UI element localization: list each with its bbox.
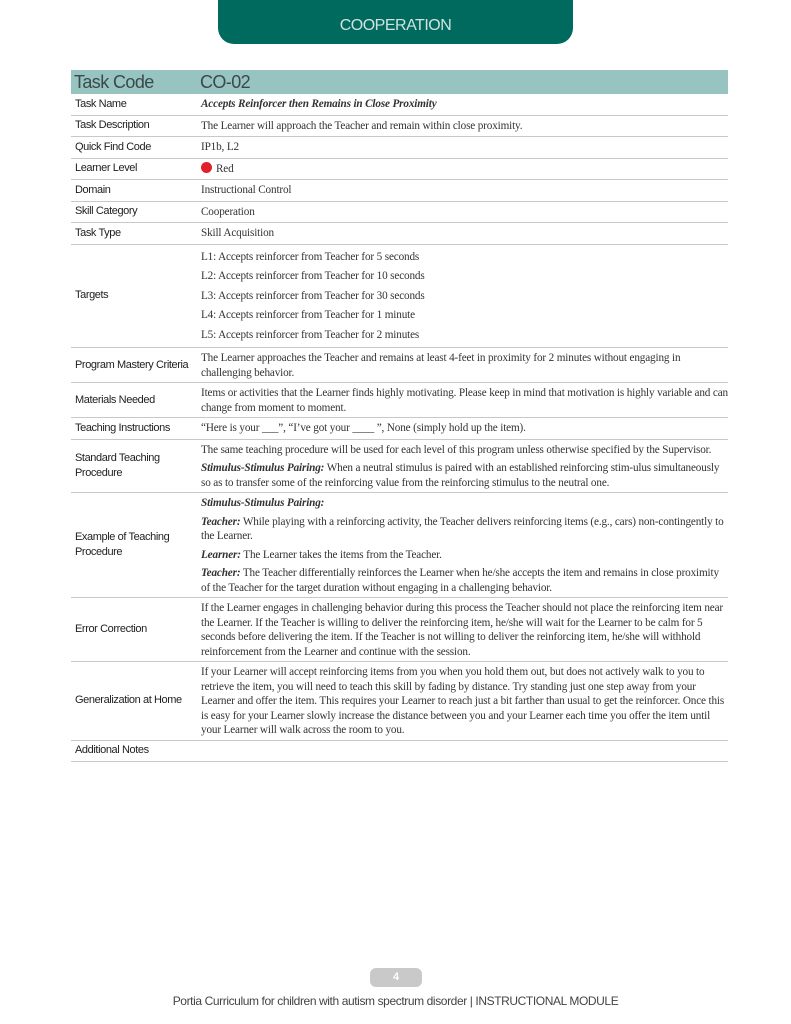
target-item: L3: Accepts reinforcer from Teacher for 30 seconds	[201, 289, 425, 302]
row-skill-category	[71, 202, 728, 224]
row-standard-procedure	[71, 440, 728, 494]
value-teaching-instructions: “Here is your ___”, “I’ve got your ____ ”, None (simply hold up the item).	[201, 422, 526, 434]
definition-text: When a neutral stimulus is paired with an established reinforcing stim-ulus simultaneously so as to transfer some of the reinforcing value from the reinforcing stimulus to the neutral one.	[201, 462, 720, 489]
standard-procedure-p1: The same teaching procedure will be used for each level of this program unless otherwise specified by the Supervisor.	[201, 443, 712, 456]
value-task-type: Skill Acquisition	[201, 227, 274, 239]
value-task-name: Accepts Reinforcer then Remains in Close Proximity	[201, 98, 437, 110]
label-targets: Targets	[75, 289, 109, 302]
example-teacher-1	[201, 515, 728, 544]
role-text: While playing with a reinforcing activity, the Teacher delivers reinforcing items (e.g., cars) non-contingently to the Learner.	[201, 515, 724, 542]
label-standard-procedure: Standard Teaching Procedure	[75, 451, 160, 479]
label-example-procedure: Example of Teaching Procedure	[75, 531, 170, 558]
value-domain: Instructional Control	[201, 184, 292, 196]
value-example-procedure	[200, 493, 728, 597]
section-title: COOPERATION	[339, 17, 452, 34]
value-generalization: If your Learner will accept reinforcing items from you when you hold them out, but does not actively walk to you to retrieve the item, you will need to teach this skill by fading by distance. Try standing just one step away from your Learner and offer the item. This requires your Learner to reach just a bit farther than usual to get the reinforcer. Once this is easy for your Learner slowly increase the distance between you and your Learner each time you offer the item until your Learner will walk across the room to you.	[201, 666, 725, 736]
label-domain: Domain	[75, 183, 111, 196]
example-heading: Stimulus-Stimulus Pairing:	[201, 497, 325, 509]
value-quick-find-code: IP1b, L2	[201, 141, 239, 153]
value-learner-level	[200, 159, 728, 180]
row-task-description	[71, 116, 728, 138]
label-learner-level: Learner Level	[75, 162, 138, 175]
page-number: 4	[370, 968, 422, 987]
value-mastery-criteria: The Learner approaches the Teacher and remains at least 4-feet in proximity for 2 minutes without engaging in challenging behavior.	[201, 352, 681, 379]
label-generalization: Generalization at Home	[75, 694, 182, 707]
value-materials-needed: Items or activities that the Learner finds highly motivating. Please keep in mind that motivation is highly variable and can change from moment to moment.	[201, 387, 728, 414]
label-task-description: Task Description	[75, 119, 150, 132]
row-error-correction	[71, 598, 728, 662]
row-task-name	[71, 94, 728, 116]
row-example-procedure	[71, 493, 728, 598]
example-learner	[201, 548, 728, 563]
row-targets	[71, 245, 728, 349]
row-materials-needed	[71, 383, 728, 418]
target-item: L5: Accepts reinforcer from Teacher for 2 minutes	[201, 328, 420, 341]
value-error-correction: If the Learner engages in challenging behavior during this process the Teacher should not place the reinforcing item near the Learner. If the Teacher is willing to deliver the reinforcing item, he/she will wait for the Learner to be calm for 5 seconds before delivering the item. If the Teacher is not willing to deliver the reinforcing item, he/she will withhold reinforcement from the Learner and continue with the session.	[201, 602, 724, 658]
row-additional-notes	[71, 741, 728, 762]
section-banner	[218, 0, 573, 44]
role-label: Learner:	[201, 548, 241, 561]
standard-procedure-p2	[201, 461, 728, 490]
label-error-correction: Error Correction	[75, 623, 147, 635]
task-code-value: CO-02	[200, 71, 251, 92]
target-item: L4: Accepts reinforcer from Teacher for 1 minute	[201, 309, 415, 321]
value-targets	[200, 245, 728, 348]
row-learner-level	[71, 159, 728, 181]
label-skill-category: Skill Category	[75, 205, 138, 218]
row-teaching-instructions	[71, 418, 728, 440]
example-teacher-2	[201, 566, 728, 595]
role-label: Teacher:	[201, 567, 241, 579]
label-additional-notes: Additional Notes	[75, 744, 149, 756]
label-materials-needed: Materials Needed	[75, 393, 155, 406]
label-task-name: Task Name	[75, 97, 127, 110]
label-teaching-instructions: Teaching Instructions	[75, 421, 170, 434]
value-skill-category: Cooperation	[201, 205, 255, 218]
label-quick-find-code: Quick Find Code	[75, 140, 151, 153]
role-text: The Teacher differentially reinforces the Learner when he/she accepts the item and remains in close proximity of the Teacher for the target duration without engaging in a challenging behavior.	[201, 567, 719, 594]
target-item: L2: Accepts reinforcer from Teacher for 10 seconds	[201, 270, 425, 282]
learner-level-text: Red	[216, 162, 234, 175]
row-generalization	[71, 662, 728, 741]
task-code-header	[71, 70, 728, 94]
footer-text: Portia Curriculum for children with autism spectrum disorder | INSTRUCTIONAL MODULE	[172, 994, 619, 1008]
red-level-dot-icon	[201, 162, 212, 173]
value-additional-notes	[200, 741, 728, 761]
row-task-type	[71, 223, 728, 245]
row-quick-find-code	[71, 137, 728, 159]
row-domain	[71, 180, 728, 202]
task-table	[71, 70, 728, 762]
value-task-description: The Learner will approach the Teacher and remain within close proximity.	[201, 119, 523, 132]
target-item: L1: Accepts reinforcer from Teacher for 5 seconds	[201, 250, 420, 263]
row-mastery-criteria	[71, 348, 728, 383]
role-label: Teacher:	[201, 515, 241, 528]
task-code-label: Task Code	[74, 71, 154, 92]
value-standard-procedure	[200, 440, 728, 493]
label-task-type: Task Type	[75, 226, 121, 239]
term-stimulus-pairing: Stimulus-Stimulus Pairing:	[201, 462, 325, 474]
label-mastery-criteria: Program Mastery Criteria	[75, 358, 189, 371]
role-text: The Learner takes the items from the Teacher.	[240, 548, 442, 561]
